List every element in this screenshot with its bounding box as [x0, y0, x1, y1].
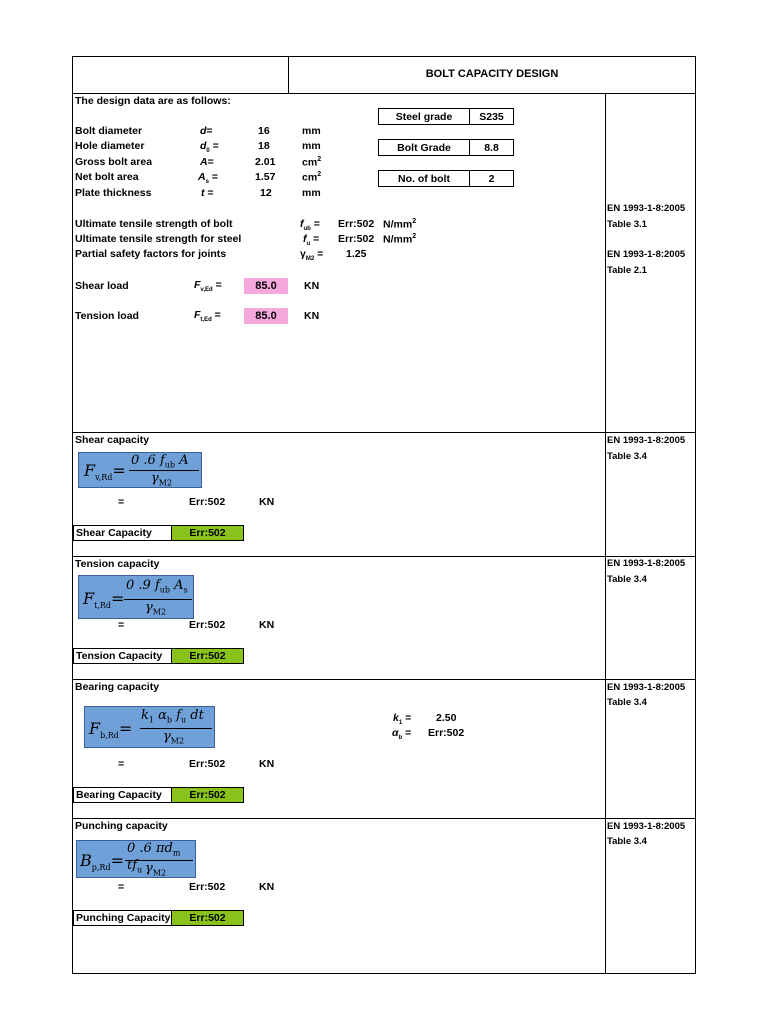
reference-5-table: Table 3.4	[607, 697, 647, 708]
tension-capacity-label: Tension Capacity	[73, 648, 171, 664]
shear-capacity-result: Err:502	[171, 525, 244, 541]
tension-value: Err:502	[189, 619, 226, 631]
bolt-grade-value[interactable]: 8.8	[469, 139, 514, 156]
bolt-count-value[interactable]: 2	[469, 170, 514, 187]
steel-grade-value[interactable]: S235	[469, 108, 514, 125]
steel-grade-label: Steel grade	[378, 108, 470, 125]
reference-2: EN 1993-1-8:2005	[607, 249, 686, 260]
reference-4: EN 1993-1-8:2005	[607, 558, 686, 569]
shear-heading: Shear capacity	[75, 434, 150, 446]
tension-load-input[interactable]: 85.0	[244, 308, 288, 324]
reference-5: EN 1993-1-8:2005	[607, 682, 686, 693]
punching-capacity-result: Err:502	[171, 910, 244, 926]
bearing-formula: $F_{b,Rd}=$ $k_1$ $\alpha_b$ $f_u$ dt $\gamma_{M2}$	[84, 706, 215, 748]
shear-load-input[interactable]: 85.0	[244, 278, 288, 294]
tension-formula: $F_{t,Rd}=$ 0 .9 $f_{ub}$ $A_s$ $\gamma_{M2}$	[78, 575, 194, 619]
sheet-frame	[72, 56, 696, 974]
k1-value: 2.50	[436, 712, 457, 724]
section-divider-3	[72, 679, 696, 680]
punching-capacity-label: Punching Capacity	[73, 910, 171, 926]
section-divider-4	[72, 818, 696, 819]
bolt-count-label: No. of bolt	[378, 170, 470, 187]
reference-6: EN 1993-1-8:2005	[607, 821, 686, 832]
header-bottom-line	[72, 93, 696, 94]
reference-6-table: Table 3.4	[607, 836, 647, 847]
alpha-b-value: Err:502	[428, 727, 465, 739]
punching-formula: $B_{p,Rd}=$ 0 .6 $\pi d_m$ $tf_u$ $\gamma_{M2}$	[76, 840, 196, 878]
section-divider-1	[72, 432, 696, 433]
bearing-heading: Bearing capacity	[75, 681, 160, 693]
tension-capacity-result: Err:502	[171, 648, 244, 664]
reference-3: EN 1993-1-8:2005	[607, 435, 686, 446]
alpha-b-label: $\alpha_b$ =	[392, 727, 412, 742]
bearing-capacity-result: Err:502	[171, 787, 244, 803]
reference-1-table: Table 3.1	[607, 219, 647, 230]
tension-heading: Tension capacity	[75, 558, 160, 570]
shear-value: Err:502	[189, 496, 226, 508]
section-divider-2	[72, 556, 696, 557]
reference-3-table: Table 3.4	[607, 451, 647, 462]
intro-text: The design data are as follows:	[75, 95, 231, 107]
reference-column-divider	[605, 93, 606, 974]
reference-4-table: Table 3.4	[607, 574, 647, 585]
k1-label: $k_1$ =	[393, 712, 412, 727]
reference-1: EN 1993-1-8:2005	[607, 203, 686, 214]
punching-value: Err:502	[189, 881, 226, 893]
shear-capacity-label: Shear Capacity	[73, 525, 171, 541]
page-title: BOLT CAPACITY DESIGN	[425, 68, 559, 80]
reference-2-table: Table 2.1	[607, 265, 647, 276]
bolt-grade-label: Bolt Grade	[378, 139, 470, 156]
punching-heading: Punching capacity	[75, 820, 168, 832]
shear-formula: $F_{v,Rd}=$ 0 .6 $f_{ub}$ A $\gamma_{M2}$	[78, 452, 202, 488]
bearing-value: Err:502	[189, 758, 226, 770]
bearing-capacity-label: Bearing Capacity	[73, 787, 171, 803]
